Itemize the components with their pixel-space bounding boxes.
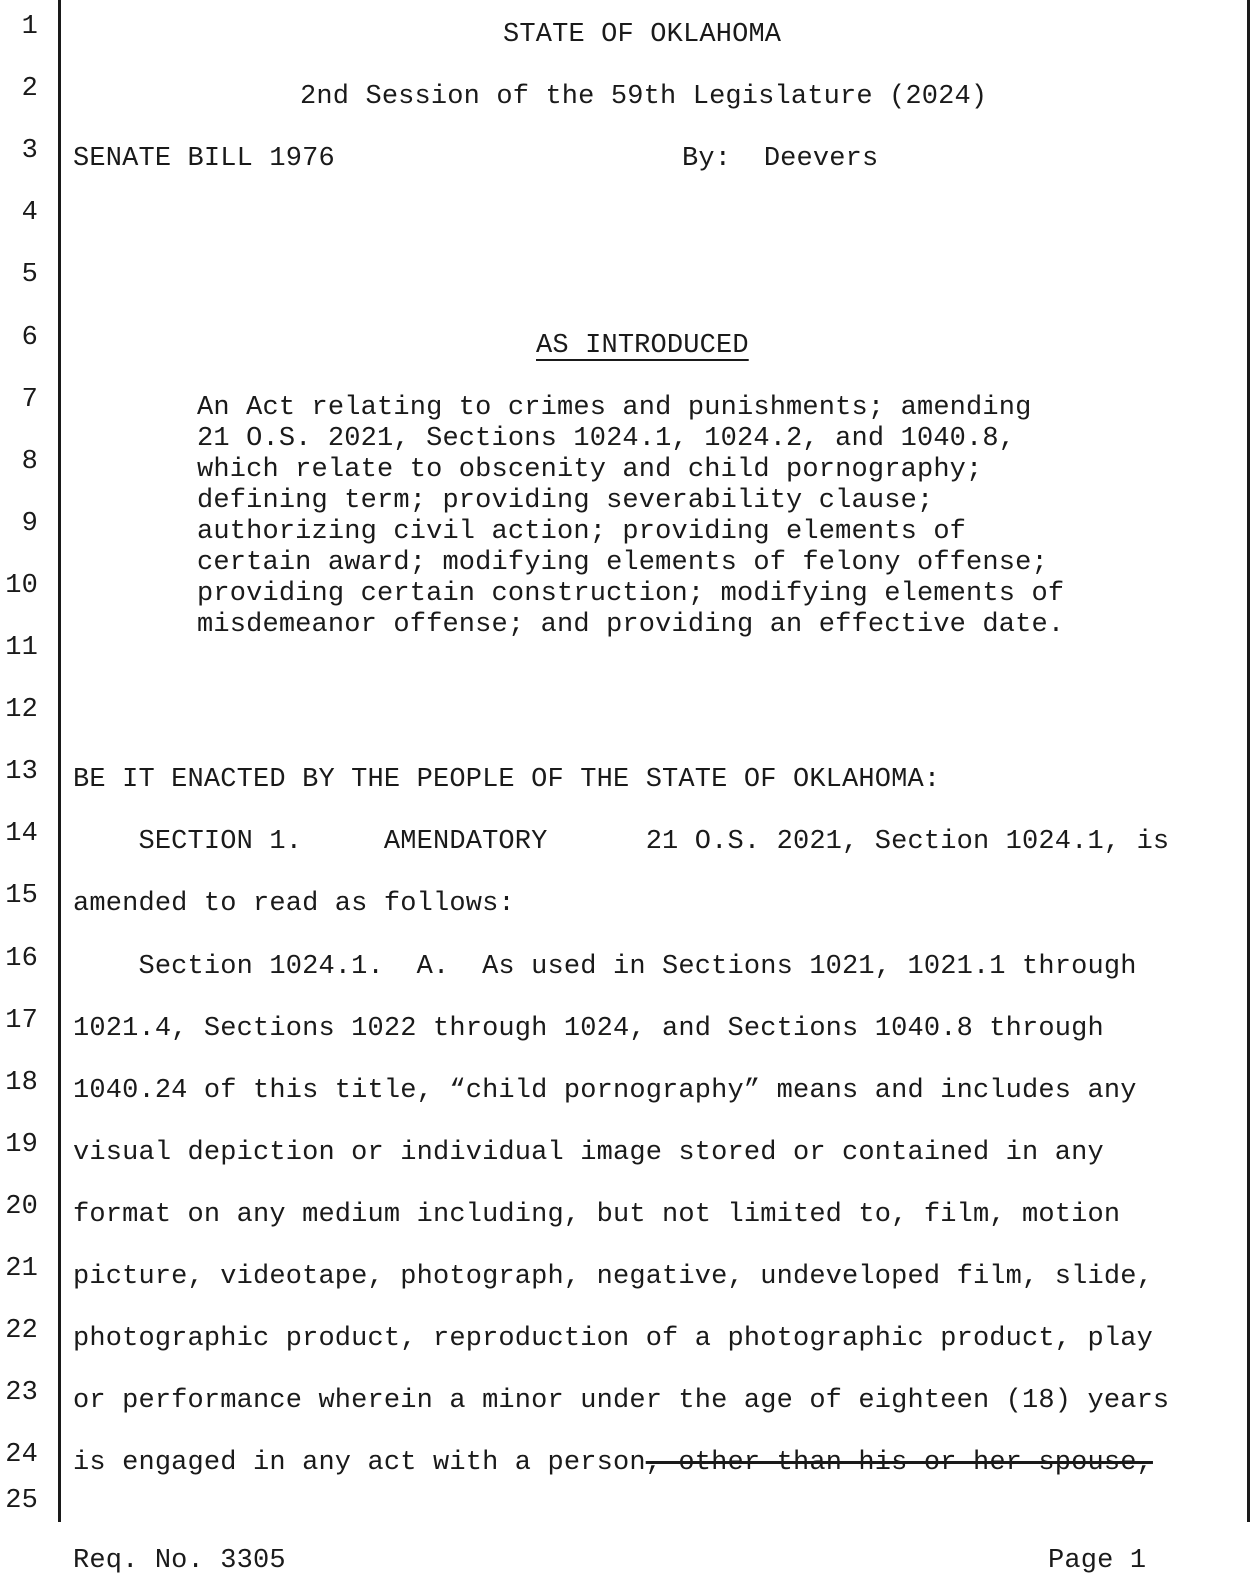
line-number-clipped: 25	[5, 1486, 38, 1516]
act-title-line: authorizing civil action; providing elements of	[197, 516, 967, 547]
body-text: Section 1024.1. A. As used in Sections 1021, 1021.1 through	[73, 951, 1137, 982]
line-number: 12	[5, 695, 38, 726]
line-number: 20	[5, 1191, 38, 1222]
bill-text-line	[73, 952, 1137, 983]
line-number: 1	[21, 12, 38, 42]
bill-text-line	[73, 1138, 1104, 1169]
bill-number: SENATE BILL 1976	[73, 144, 335, 175]
act-title-line: defining term; providing severability clause;	[197, 485, 934, 516]
act-title-line: which relate to obscenity and child pornography;	[197, 454, 983, 485]
line-number: 17	[5, 1005, 38, 1036]
line-number: 3	[21, 136, 38, 167]
body-text: BE IT ENACTED BY THE PEOPLE OF THE STATE OF OKLAHOMA:	[73, 765, 941, 796]
bill-text-line	[73, 1324, 1153, 1355]
line-number: 16	[5, 943, 38, 974]
line-number: 8	[21, 446, 38, 477]
line-number: 6	[21, 322, 38, 353]
body-text: photographic product, reproduction of a photographic product, play	[73, 1324, 1153, 1355]
body-text: 1040.24 of this title, “child pornography” means and includes any	[73, 1075, 1137, 1106]
bill-text-line	[73, 765, 940, 796]
body-text: picture, videotape, photograph, negative, undeveloped film, slide,	[73, 1262, 1153, 1292]
line-number: 10	[5, 570, 38, 601]
act-title-line: 21 O.S. 2021, Sections 1024.1, 1024.2, and 1040.8,	[197, 423, 1016, 454]
left-margin-rule	[58, 0, 61, 1522]
act-title-line: misdemeanor offense; and providing an effective date.	[197, 609, 1065, 640]
body-text: is engaged in any act with a person	[73, 1448, 646, 1479]
line-number: 23	[5, 1378, 38, 1409]
body-text: format on any medium including, but not limited to, film, motion	[73, 1199, 1121, 1230]
line-number: 11	[5, 633, 38, 663]
line-number: 2	[21, 74, 38, 105]
request-number: Req. No. 3305	[73, 1546, 286, 1576]
line-number: 21	[5, 1254, 38, 1284]
bill-text-line	[73, 827, 1169, 858]
act-title-line: providing certain construction; modifying elements of	[197, 578, 1065, 609]
body-text: SECTION 1. AMENDATORY 21 O.S. 2021, Section 1024.1, is	[73, 827, 1170, 858]
line-number: 9	[21, 508, 38, 539]
body-text: visual depiction or individual image stored or contained in any	[73, 1137, 1104, 1168]
line-number: 18	[5, 1067, 38, 1098]
bill-text-line	[73, 1262, 1153, 1293]
author-line: By: Deevers	[682, 144, 879, 175]
line-number: 15	[5, 881, 38, 912]
bill-text-line	[73, 1386, 1169, 1417]
line-number: 4	[21, 198, 38, 229]
bill-text-line	[73, 1076, 1137, 1107]
line-number: 14	[5, 819, 38, 850]
line-number: 22	[5, 1316, 38, 1347]
act-title-line: An Act relating to crimes and punishments; amending	[197, 392, 1032, 423]
body-text: 1021.4, Sections 1022 through 1024, and Sections 1040.8 through	[73, 1013, 1104, 1044]
line-number: 7	[21, 384, 38, 415]
line-number: 13	[5, 757, 38, 788]
body-text: amended to read as follows:	[73, 889, 515, 920]
stricken-text: , other than his or her spouse,	[645, 1448, 1153, 1479]
status-heading: AS INTRODUCED	[536, 330, 749, 361]
state-title: STATE OF OKLAHOMA	[503, 20, 782, 50]
act-title-line: certain award; modifying elements of felony offense;	[197, 547, 1048, 578]
bill-text-line	[73, 889, 515, 920]
body-text: or performance wherein a minor under the age of eighteen (18) years	[73, 1386, 1170, 1417]
line-number: 24	[5, 1440, 38, 1471]
page-number: Page 1	[1048, 1546, 1147, 1576]
line-number: 19	[5, 1129, 38, 1160]
right-margin-rule	[1247, 0, 1250, 1522]
session-line: 2nd Session of the 59th Legislature (2024)	[300, 82, 988, 113]
line-number: 5	[21, 260, 38, 291]
bill-text-line	[73, 1200, 1120, 1231]
bill-text-line	[73, 1014, 1104, 1045]
bill-text-line	[73, 1448, 1153, 1479]
